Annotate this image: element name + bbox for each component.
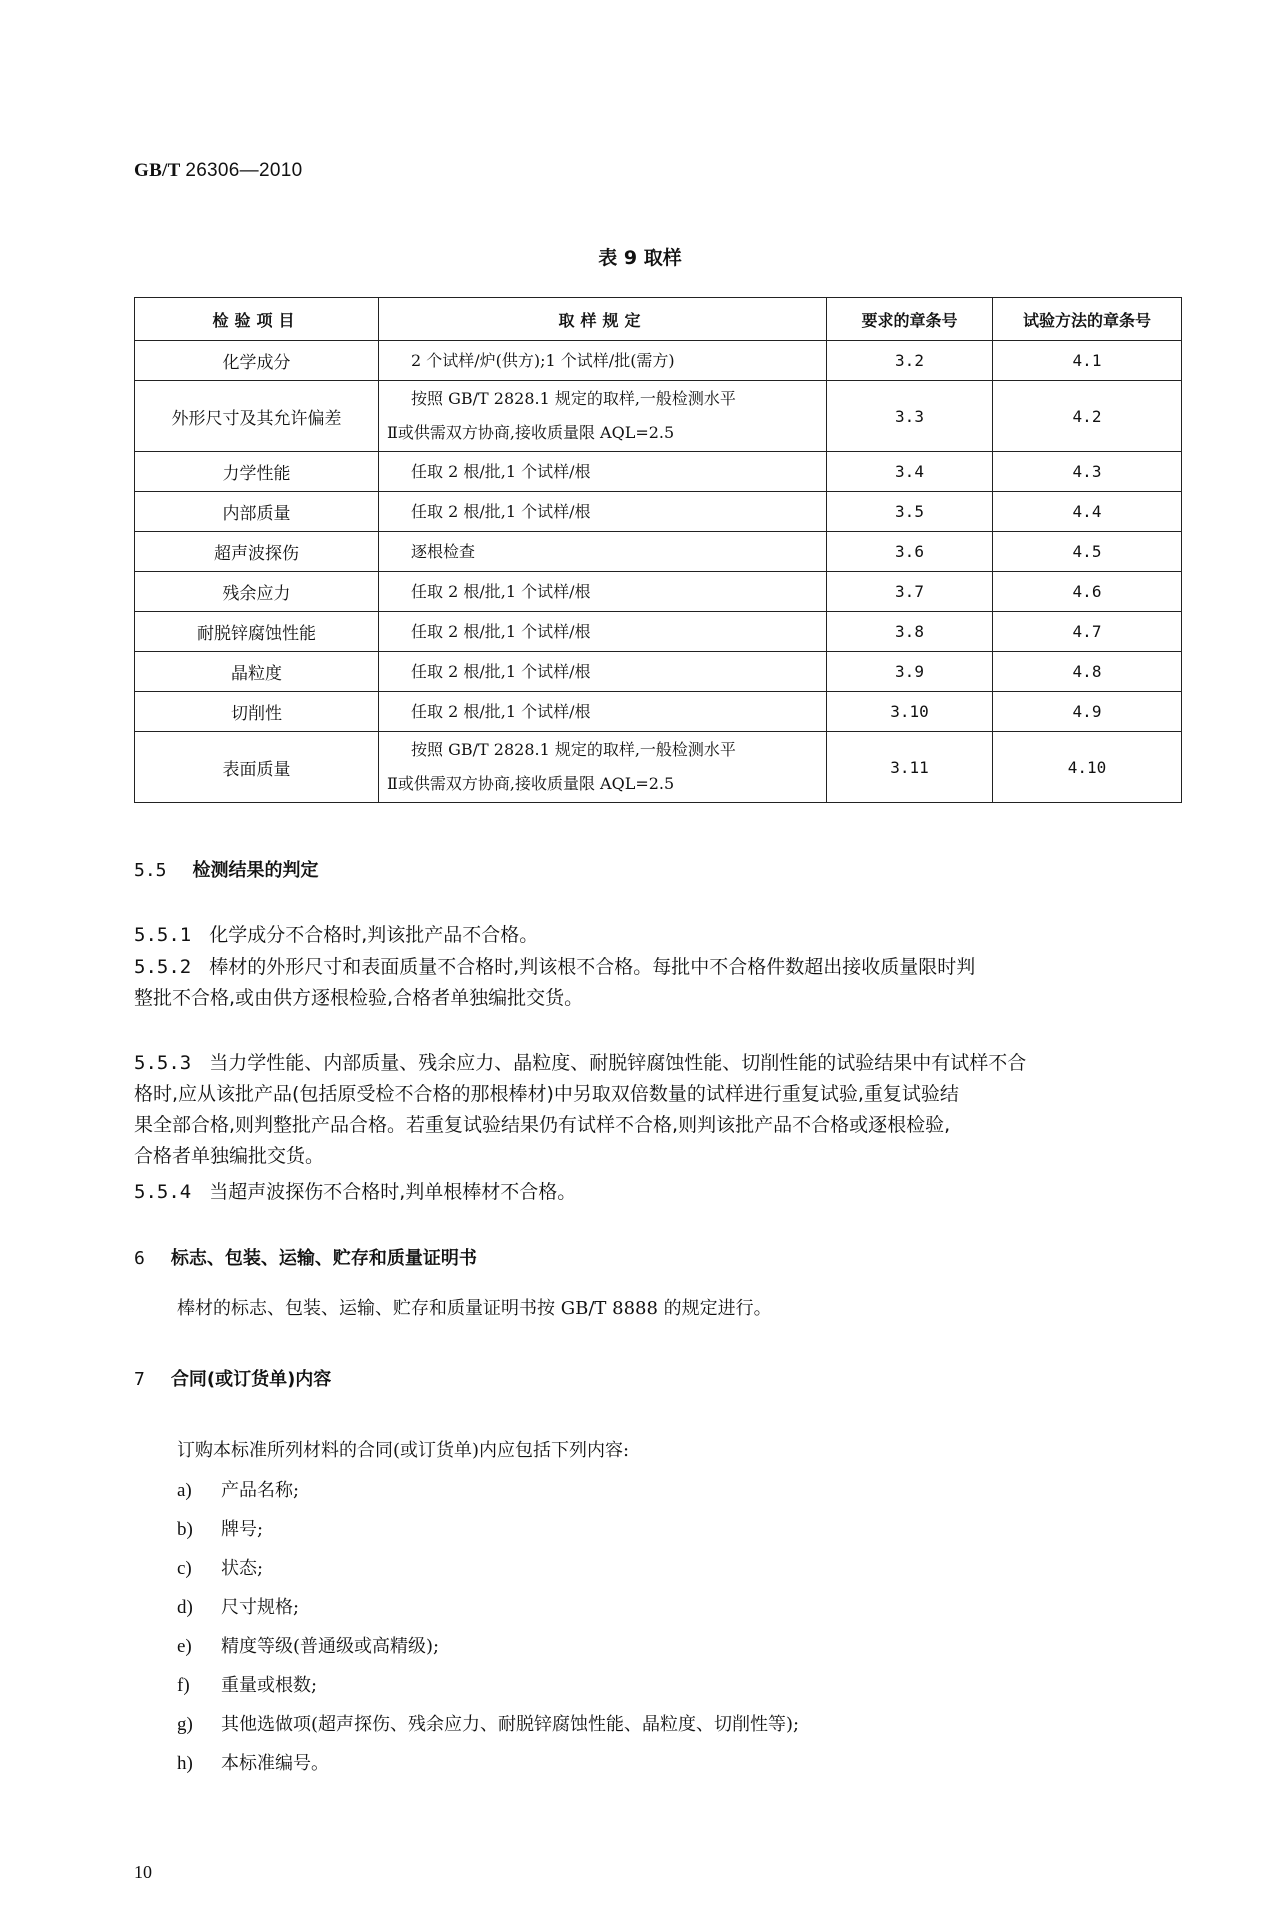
sampling-rule-line: 任取 2 根/批,1 个试样/根 bbox=[411, 461, 591, 481]
inspection-item-cell: 切削性 bbox=[135, 692, 379, 732]
column-header: 试验方法的章条号 bbox=[993, 298, 1182, 341]
sampling-table bbox=[134, 297, 1182, 803]
list-marker: b) bbox=[177, 1519, 193, 1540]
clause-line bbox=[134, 1141, 1184, 1172]
clause-text: 棒材的外形尺寸和表面质量不合格时,判该根不合格。每批中不合格件数超出接收质量限时判 bbox=[209, 956, 976, 978]
list-item bbox=[177, 1749, 329, 1775]
inspection-item-cell: 内部质量 bbox=[135, 492, 379, 532]
clause-number: 5.5.1 bbox=[134, 924, 192, 946]
inspection-item-cell: 耐脱锌腐蚀性能 bbox=[135, 612, 379, 652]
list-marker: c) bbox=[177, 1558, 192, 1579]
sampling-rule-cell bbox=[379, 652, 827, 692]
list-marker: a) bbox=[177, 1480, 192, 1501]
sampling-rule-cell bbox=[379, 452, 827, 492]
sampling-rule-line: Ⅱ或供需双方协商,接收质量限 AQL=2.5 bbox=[387, 774, 675, 793]
column-header: 检验项目 bbox=[135, 298, 379, 341]
table-row bbox=[135, 732, 1182, 803]
requirement-clause-cell: 3.10 bbox=[827, 692, 993, 732]
section-6-body: 棒材的标志、包装、运输、贮存和质量证明书按 GB/T 8888 的规定进行。 bbox=[177, 1298, 772, 1319]
list-text: 牌号; bbox=[221, 1519, 264, 1540]
clause-text: 化学成分不合格时,判该批产品不合格。 bbox=[209, 924, 539, 946]
list-text: 重量或根数; bbox=[221, 1675, 318, 1696]
test-method-clause-cell: 4.6 bbox=[993, 572, 1182, 612]
sampling-rule-cell bbox=[379, 732, 827, 803]
clause-number: 5.5.3 bbox=[134, 1052, 192, 1074]
table-title: 表 9 取样 bbox=[598, 247, 682, 269]
clause-text: 合格者单独编批交货。 bbox=[134, 1145, 325, 1167]
test-method-clause-cell: 4.5 bbox=[993, 532, 1182, 572]
list-text: 精度等级(普通级或高精级); bbox=[221, 1636, 440, 1657]
inspection-item-cell: 外形尺寸及其允许偏差 bbox=[135, 381, 379, 452]
clause-line bbox=[134, 920, 1184, 951]
standard-number: 26306—2010 bbox=[185, 160, 303, 181]
clause-5-5-3 bbox=[134, 1048, 1184, 1172]
list-item bbox=[177, 1593, 299, 1619]
page-number: 10 bbox=[134, 1862, 152, 1882]
sampling-rule-line: 任取 2 根/批,1 个试样/根 bbox=[411, 661, 591, 681]
requirement-clause-cell: 3.6 bbox=[827, 532, 993, 572]
table-row bbox=[135, 381, 1182, 452]
section-heading-5-5: 5.5 检测结果的判定 bbox=[134, 860, 319, 881]
sampling-rule-line: 逐根检查 bbox=[411, 541, 476, 561]
section-heading-6: 6 标志、包装、运输、贮存和质量证明书 bbox=[134, 1248, 477, 1269]
test-method-clause-cell: 4.1 bbox=[993, 341, 1182, 381]
test-method-clause-cell: 4.9 bbox=[993, 692, 1182, 732]
sampling-rule-line: 按照 GB/T 2828.1 规定的取样,一般检测水平 bbox=[411, 389, 736, 408]
clause-text: 果全部合格,则判整批产品合格。若重复试验结果仍有试样不合格,则判该批产品不合格或逐根检验, bbox=[134, 1114, 951, 1136]
test-method-clause-cell: 4.2 bbox=[993, 381, 1182, 452]
sampling-rule-line: 任取 2 根/批,1 个试样/根 bbox=[411, 581, 591, 601]
clause-text: 整批不合格,或由供方逐根检验,合格者单独编批交货。 bbox=[134, 987, 584, 1009]
table-row bbox=[135, 572, 1182, 612]
list-item bbox=[177, 1476, 299, 1502]
requirement-clause-cell: 3.11 bbox=[827, 732, 993, 803]
list-item bbox=[177, 1710, 799, 1736]
section-heading-7: 7 合同(或订货单)内容 bbox=[134, 1369, 332, 1390]
test-method-clause-cell: 4.4 bbox=[993, 492, 1182, 532]
sampling-rule-cell bbox=[379, 492, 827, 532]
inspection-item-cell: 化学成分 bbox=[135, 341, 379, 381]
sampling-rule-cell bbox=[379, 341, 827, 381]
test-method-clause-cell: 4.8 bbox=[993, 652, 1182, 692]
clause-line bbox=[134, 1110, 1184, 1141]
sampling-rule-line: 任取 2 根/批,1 个试样/根 bbox=[411, 701, 591, 721]
test-method-clause-cell: 4.3 bbox=[993, 452, 1182, 492]
sampling-rule-line: 2 个试样/炉(供方);1 个试样/批(需方) bbox=[411, 350, 675, 370]
table-header-row bbox=[135, 298, 1182, 341]
clause-line bbox=[134, 1048, 1184, 1079]
table-row bbox=[135, 492, 1182, 532]
clause-line bbox=[134, 1079, 1184, 1110]
list-item bbox=[177, 1515, 263, 1541]
table-row bbox=[135, 341, 1182, 381]
list-marker: h) bbox=[177, 1753, 193, 1774]
clause-text: 当超声波探伤不合格时,判单根棒材不合格。 bbox=[209, 1181, 577, 1203]
standard-code bbox=[134, 160, 302, 182]
list-marker: e) bbox=[177, 1636, 192, 1657]
standard-prefix: GB/T bbox=[134, 160, 181, 181]
requirement-clause-cell: 3.7 bbox=[827, 572, 993, 612]
requirement-clause-cell: 3.8 bbox=[827, 612, 993, 652]
list-text: 其他选做项(超声探伤、残余应力、耐脱锌腐蚀性能、晶粒度、切削性等); bbox=[221, 1714, 800, 1735]
inspection-item-cell: 表面质量 bbox=[135, 732, 379, 803]
inspection-item-cell: 晶粒度 bbox=[135, 652, 379, 692]
clause-line bbox=[134, 983, 1184, 1014]
table-row bbox=[135, 692, 1182, 732]
list-marker: f) bbox=[177, 1675, 190, 1696]
section-7-intro: 订购本标准所列材料的合同(或订货单)内应包括下列内容: bbox=[177, 1440, 630, 1461]
inspection-item-cell: 残余应力 bbox=[135, 572, 379, 612]
table-row bbox=[135, 612, 1182, 652]
clause-text: 当力学性能、内部质量、残余应力、晶粒度、耐脱锌腐蚀性能、切削性能的试验结果中有试样不合 bbox=[209, 1052, 1027, 1074]
list-marker: g) bbox=[177, 1714, 193, 1735]
requirement-clause-cell: 3.5 bbox=[827, 492, 993, 532]
clause-text: 格时,应从该批产品(包括原受检不合格的那根棒材)中另取双倍数量的试样进行重复试验,重复试验结 bbox=[134, 1083, 959, 1105]
table-row bbox=[135, 452, 1182, 492]
column-header: 取样规定 bbox=[379, 298, 827, 341]
sampling-rule-cell bbox=[379, 692, 827, 732]
clause-line bbox=[134, 952, 1184, 983]
sampling-rule-cell bbox=[379, 612, 827, 652]
list-item bbox=[177, 1632, 439, 1658]
list-text: 本标准编号。 bbox=[221, 1753, 329, 1774]
requirement-clause-cell: 3.9 bbox=[827, 652, 993, 692]
requirement-clause-cell: 3.4 bbox=[827, 452, 993, 492]
list-item bbox=[177, 1554, 263, 1580]
inspection-item-cell: 超声波探伤 bbox=[135, 532, 379, 572]
test-method-clause-cell: 4.7 bbox=[993, 612, 1182, 652]
clause-number: 5.5.2 bbox=[134, 956, 192, 978]
clause-5-5-1 bbox=[134, 920, 1184, 951]
inspection-item-cell: 力学性能 bbox=[135, 452, 379, 492]
list-text: 尺寸规格; bbox=[221, 1597, 300, 1618]
list-text: 产品名称; bbox=[221, 1480, 300, 1501]
column-header: 要求的章条号 bbox=[827, 298, 993, 341]
requirement-clause-cell: 3.3 bbox=[827, 381, 993, 452]
sampling-rule-line: Ⅱ或供需双方协商,接收质量限 AQL=2.5 bbox=[387, 423, 675, 442]
clause-5-5-4 bbox=[134, 1177, 1184, 1208]
test-method-clause-cell: 4.10 bbox=[993, 732, 1182, 803]
list-marker: d) bbox=[177, 1597, 193, 1618]
table-row bbox=[135, 532, 1182, 572]
clause-line bbox=[134, 1177, 1184, 1208]
list-item bbox=[177, 1671, 317, 1697]
sampling-rule-cell bbox=[379, 532, 827, 572]
clause-5-5-2 bbox=[134, 952, 1184, 1014]
list-text: 状态; bbox=[221, 1558, 264, 1579]
clause-number: 5.5.4 bbox=[134, 1181, 192, 1203]
requirement-clause-cell: 3.2 bbox=[827, 341, 993, 381]
sampling-rule-line: 任取 2 根/批,1 个试样/根 bbox=[411, 501, 591, 521]
table-row bbox=[135, 652, 1182, 692]
sampling-rule-cell bbox=[379, 381, 827, 452]
sampling-rule-cell bbox=[379, 572, 827, 612]
sampling-rule-line: 按照 GB/T 2828.1 规定的取样,一般检测水平 bbox=[411, 740, 736, 759]
sampling-rule-line: 任取 2 根/批,1 个试样/根 bbox=[411, 621, 591, 641]
